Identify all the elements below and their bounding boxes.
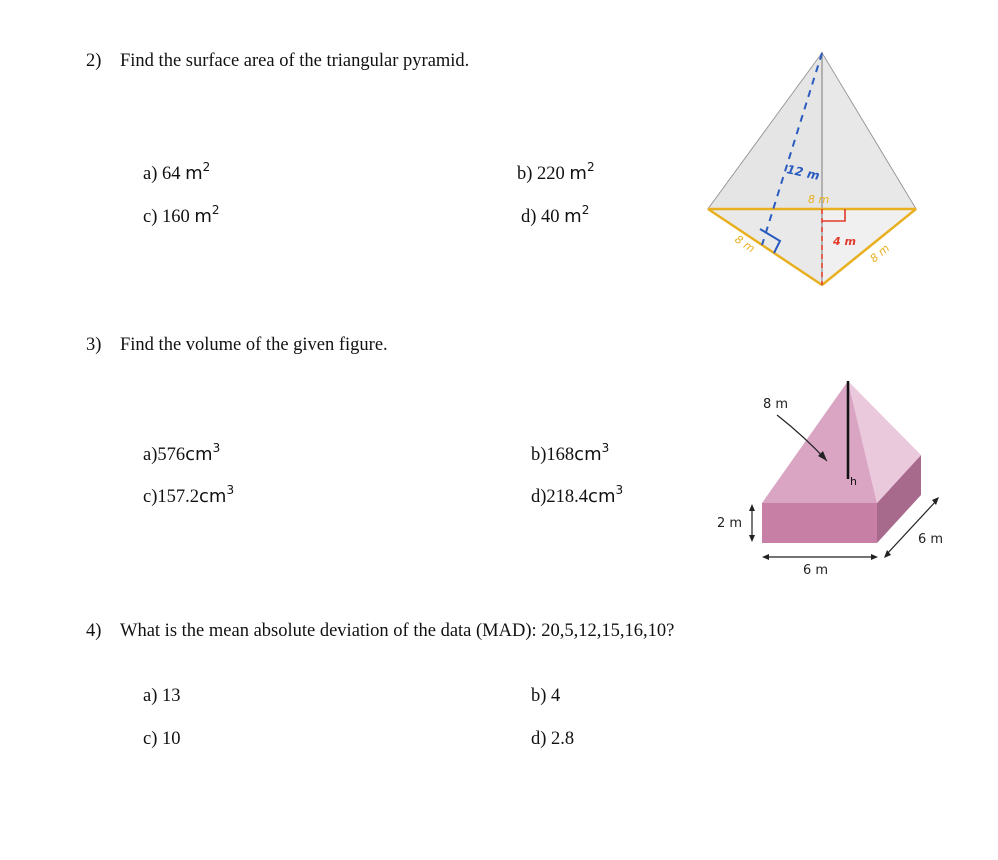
option-b[interactable] [531,686,560,707]
option-value: 2.8 [551,729,575,749]
option-value: 13 [162,686,181,706]
option-unit: $cm^3$ [185,441,221,465]
question-number: 3) [86,335,102,355]
option-label: d) [531,729,547,749]
question-text: What is the mean absolute deviation of the data (MAD): 20,5,12,15,16,10? [120,621,675,641]
option-c[interactable] [143,203,220,228]
question-3 [86,335,388,356]
question-number: 4) [86,621,102,641]
option-value: 64 [162,164,181,184]
slant-label: 12 m [785,162,821,183]
option-c[interactable] [143,483,234,508]
slant-label: 8 m [763,397,789,412]
option-a[interactable] [143,441,220,466]
option-b[interactable] [517,160,595,185]
right-edge-label: 8 m [867,241,893,266]
option-label: a) [143,686,158,706]
question-text: Find the volume of the given figure. [120,335,388,355]
option-label: c) [143,487,158,507]
option-value: 40 [541,207,560,227]
option-unit: $m^2$ [564,203,590,227]
option-unit: $m^2$ [194,203,220,227]
option-unit: $m^2$ [185,160,211,184]
option-value: 10 [162,729,181,749]
width-label: 6 m [803,563,829,578]
option-label: c) [143,729,158,749]
pyramid-back-face [708,53,916,209]
option-unit: $cm^3$ [588,483,624,507]
option-value: 4 [551,686,561,706]
question-4 [86,621,674,642]
option-d[interactable] [531,483,623,508]
arrowhead [762,554,769,560]
option-label: a) [143,164,158,184]
option-d[interactable] [521,203,589,228]
option-c[interactable] [143,729,181,750]
option-label: b) [517,164,533,184]
option-label: b) [531,445,547,465]
option-unit: $m^2$ [569,160,595,184]
option-label: a) [143,445,158,465]
option-value: 168 [546,445,575,465]
option-value: 220 [537,164,565,184]
option-b[interactable] [531,441,609,466]
h-label: h [850,475,857,488]
option-value: 157.2 [157,487,199,507]
option-value: 218.4 [546,487,589,507]
option-value: 576 [157,445,186,465]
triangular-pyramid-figure [700,45,930,295]
option-label: d) [521,207,537,227]
arrowhead [749,504,755,511]
question-number: 2) [86,51,102,71]
top-edge-label: 8 m [808,193,830,206]
question-2 [86,51,469,72]
left-edge-label: 8 m [732,232,758,256]
option-label: b) [531,686,547,706]
option-label: d) [531,487,547,507]
pyramid-on-prism-figure [705,375,965,585]
option-unit: $cm^3$ [574,441,610,465]
question-text: Find the surface area of the triangular pyramid. [120,51,470,71]
option-a[interactable] [143,160,210,185]
option-label: c) [143,207,158,227]
option-value: 160 [162,207,190,227]
prism-front-face [762,503,877,543]
depth-label: 6 m [918,532,944,547]
arrowhead [871,554,878,560]
arrowhead [749,535,755,542]
height-label: 4 m [833,235,856,248]
option-d[interactable] [531,729,574,750]
prism-height-label: 2 m [717,516,743,531]
option-unit: $cm^3$ [199,483,235,507]
option-a[interactable] [143,686,181,707]
